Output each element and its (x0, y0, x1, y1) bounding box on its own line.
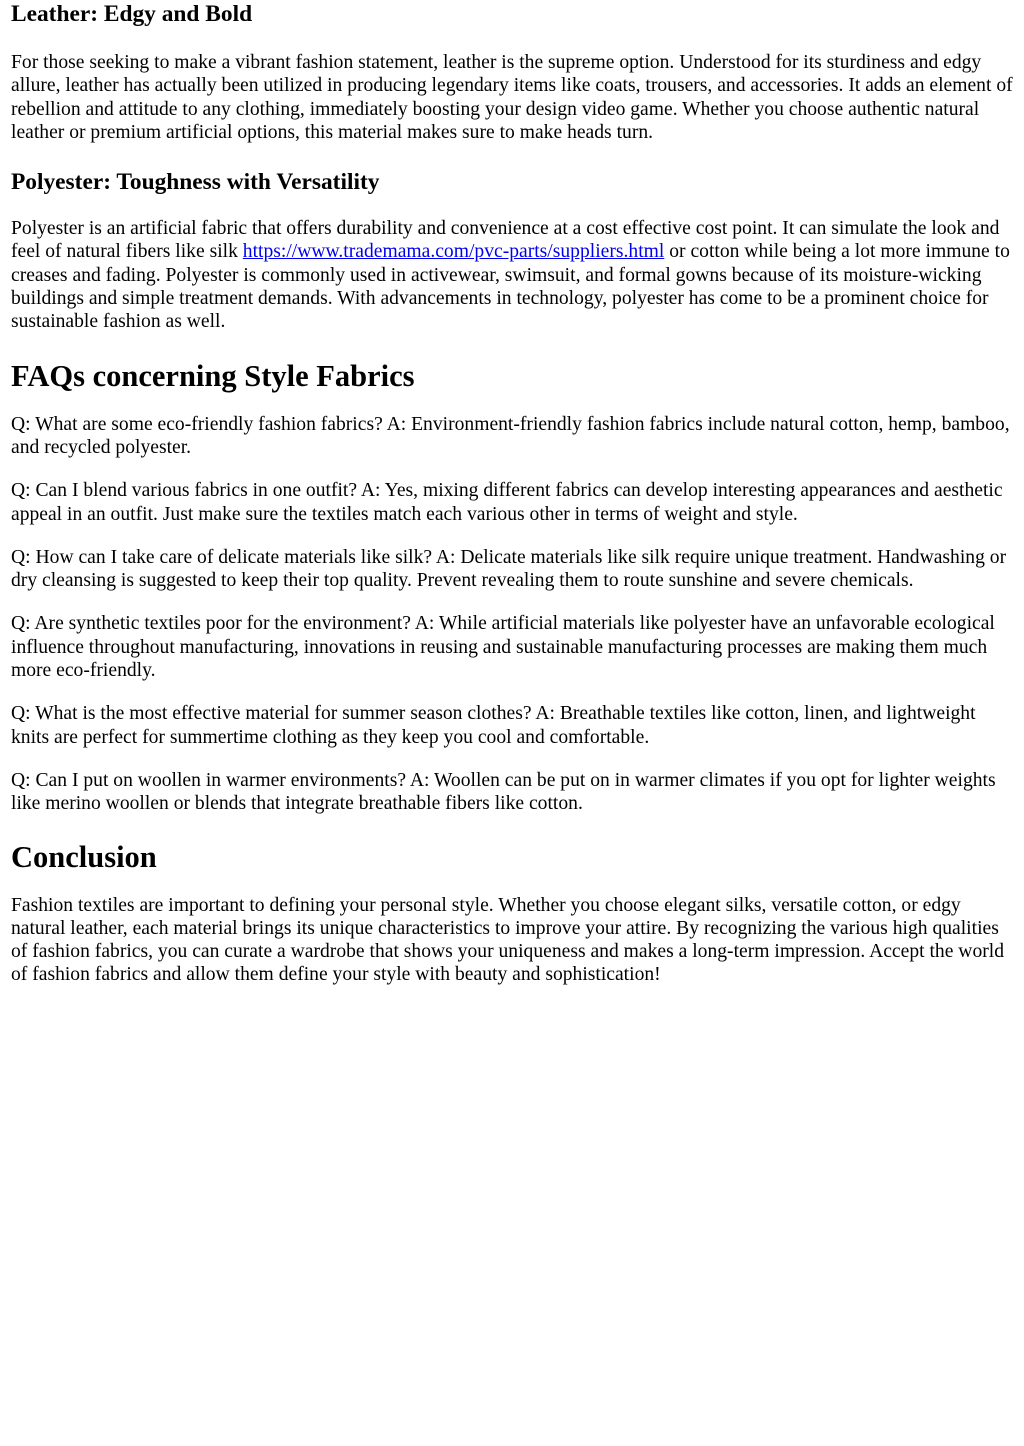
faq-item: Q: Can I blend various fabrics in one outfit? A: Yes, mixing different fabrics can develop interesting appearances and aesthetic appeal in an outfit. Just make sure the textiles match each various other in terms of weight and style. (11, 480, 1003, 525)
faq-item: Q: Are synthetic textiles poor for the environment? A: While artificial materials like polyester have an unfavorable ecological influence throughout manufacturing, innovations in reusing and sustainable manufacturing processes are making them much more eco-friendly. (11, 613, 995, 682)
faq-item: Q: How can I take care of delicate materials like silk? A: Delicate materials like silk require unique treatment. Handwashing or dry cleansing is suggested to keep their top quality. Prevent revealing them to route sunshine and severe chemicals. (11, 546, 1007, 592)
faq-item: Q: Can I put on woollen in warmer environments? A: Woollen can be put on in warmer climates if you opt for lighter weights like merino woollen or blends that integrate breathable fibers like cotton. (11, 769, 996, 815)
suppliers-link[interactable]: https://www.trademama.com/pvc-parts/suppliers.html (242, 241, 665, 263)
faq-item: Q: What are some eco-friendly fashion fabrics? A: Environment-friendly fashion fabrics include natural cotton, hemp, bamboo, and recycled polyester. (11, 413, 1010, 458)
paragraph-leather: For those seeking to make a vibrant fashion statement, leather is the supreme option. Understood for its sturdiness and edgy allure, leather has actually been utilized in producing legendary items like coats, trousers, and accessories. It adds an element of rebellion and attitude to any clothing, immediately boosting your design video game. Whether you choose authentic natural leather or premium artificial options, this material makes sure to make heads turn. (11, 52, 1013, 143)
polyester-text-before-link: Polyester is an artificial fabric that offers durability and convenience at a cost effective cost point. It can simulate the look and feel of natural fibers like silk (11, 218, 1000, 263)
faq-item: Q: What is the most effective material for summer season clothes? A: Breathable textiles like cotton, linen, and lightweight knits are perfect for summertime clothing as they keep you cool and comfortable. (11, 703, 976, 748)
heading-leather: Leather: Edgy and Bold (11, 1, 253, 27)
polyester-text-after-link: or cotton while being a lot more immune to creases and fading. Polyester is commonly used in activewear, swimsuit, and formal gowns because of its moisture-wicking buildings and simple treatment demands. With advancements in technology, polyester has come to be a prominent choice for sustainable fashion as well. (11, 241, 1010, 333)
heading-faqs: FAQs concerning Style Fabrics (11, 358, 415, 393)
paragraph-polyester (11, 217, 1014, 333)
heading-conclusion: Conclusion (11, 839, 157, 874)
paragraph-conclusion: Fashion textiles are important to defining your personal style. Whether you choose elegant silks, versatile cotton, or edgy natural leather, each material brings its unique characteristics to improve your attire. By recognizing the various high qualities of fashion fabrics, you can curate a wardrobe that shows your uniqueness and makes a long-term impression. Accept the world of fashion fabrics and allow them define your style with beauty and sophistication! (11, 894, 1005, 986)
heading-polyester: Polyester: Toughness with Versatility (11, 169, 380, 196)
